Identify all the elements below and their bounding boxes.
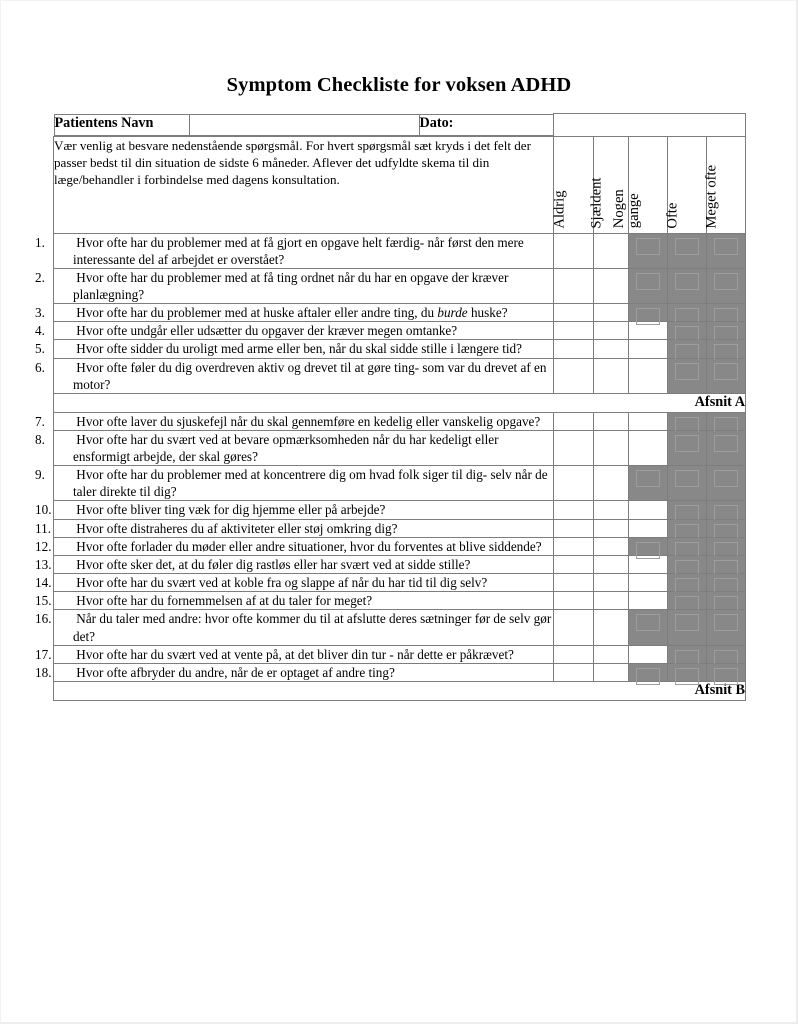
- question-text-14: [35, 574, 553, 591]
- question-text-9: [35, 466, 553, 500]
- question-text-13: [35, 556, 553, 573]
- table-row: [54, 340, 746, 358]
- answer-cell-q12-nogen_gange[interactable]: [629, 537, 668, 555]
- answer-cell-q12-meget_ofte[interactable]: [707, 537, 746, 555]
- question-text-11: [35, 520, 553, 537]
- answer-cell-q10-sjaeldent[interactable]: [594, 501, 629, 519]
- question-number-13: 13.: [35, 556, 52, 572]
- question-body-6: Hvor ofte føler du dig overdreven aktiv og drevet til at gøre ting- som var du drevet af en motor?: [73, 359, 547, 392]
- question-text-2: [35, 269, 553, 303]
- column-header-label-line1: Meget ofte: [703, 164, 720, 229]
- answer-cell-q9-meget_ofte[interactable]: [707, 466, 746, 501]
- answer-cell-q11-nogen_gange[interactable]: [629, 519, 668, 537]
- date-label: Dato:: [419, 114, 554, 135]
- answer-cell-q9-ofte[interactable]: [668, 466, 707, 501]
- question-number-6: 6.: [35, 359, 45, 375]
- answer-cell-q4-aldrig[interactable]: [554, 322, 594, 340]
- question-text-10: [35, 501, 553, 518]
- answer-cell-q3-sjaeldent[interactable]: [594, 304, 629, 322]
- question-body-1: Hvor ofte har du problemer med at få gjort en opgave helt færdig- når først den mere interessante del af arbejdet er overstået?: [73, 234, 524, 267]
- question-number-18: 18.: [35, 664, 52, 680]
- table-row: [54, 430, 746, 465]
- table-row: [54, 537, 746, 555]
- question-cell-3: [35, 304, 554, 322]
- question-cell-15: [35, 592, 554, 610]
- answer-cell-q12-sjaeldent[interactable]: [594, 537, 629, 555]
- answer-cell-q5-sjaeldent[interactable]: [594, 340, 629, 358]
- answer-cell-q2-aldrig[interactable]: [554, 268, 594, 303]
- question-number-4: 4.: [35, 323, 45, 339]
- question-number-1: 1.: [35, 234, 45, 250]
- answer-cell-q16-nogen_gange[interactable]: [629, 610, 668, 645]
- answer-cell-q3-aldrig[interactable]: [554, 304, 594, 322]
- answer-cell-q10-aldrig[interactable]: [554, 501, 594, 519]
- answer-cell-q1-nogen_gange[interactable]: [629, 233, 668, 268]
- answer-cell-q14-sjaeldent[interactable]: [594, 574, 629, 592]
- answer-cell-q10-meget_ofte[interactable]: [707, 501, 746, 519]
- question-number-8: 8.: [35, 431, 45, 447]
- answer-cell-q15-nogen_gange[interactable]: [629, 592, 668, 610]
- answer-cell-q16-aldrig[interactable]: [554, 610, 594, 645]
- question-text-12: [35, 538, 553, 555]
- answer-cell-q10-nogen_gange[interactable]: [629, 501, 668, 519]
- answer-cell-q14-nogen_gange[interactable]: [629, 574, 668, 592]
- answer-cell-q17-aldrig[interactable]: [554, 645, 594, 663]
- question-text-6: [35, 359, 553, 393]
- column-header-label-line1: Nogen: [610, 189, 627, 229]
- answer-cell-q2-ofte[interactable]: [668, 268, 707, 303]
- answer-cell-q7-aldrig[interactable]: [554, 412, 594, 430]
- question-cell-11: [35, 519, 554, 537]
- question-number-11: 11.: [35, 520, 51, 536]
- question-number-17: 17.: [35, 646, 52, 662]
- answer-cell-q16-ofte[interactable]: [668, 610, 707, 645]
- column-header-label-line1: Sjældent: [588, 177, 605, 229]
- answer-cell-q7-sjaeldent[interactable]: [594, 412, 629, 430]
- question-number-16: 16.: [35, 611, 52, 627]
- patient-name-label: Patientens Navn: [54, 114, 189, 135]
- answer-cell-q7-ofte[interactable]: [668, 412, 707, 430]
- question-number-14: 14.: [35, 575, 52, 591]
- column-header-label-line2: gange: [625, 193, 642, 229]
- answer-cell-q17-meget_ofte[interactable]: [707, 645, 746, 663]
- table-row: [54, 645, 746, 663]
- answer-cell-q15-ofte[interactable]: [668, 592, 707, 610]
- answer-cell-q4-ofte[interactable]: [668, 322, 707, 340]
- answer-cell-q7-nogen_gange[interactable]: [629, 412, 668, 430]
- question-cell-6: [35, 358, 554, 393]
- answer-cell-q2-nogen_gange[interactable]: [629, 268, 668, 303]
- answer-cell-q8-sjaeldent[interactable]: [594, 430, 629, 465]
- answer-cell-q9-aldrig[interactable]: [554, 466, 594, 501]
- answer-cell-q13-aldrig[interactable]: [554, 555, 594, 573]
- answer-cell-q14-meget_ofte[interactable]: [707, 574, 746, 592]
- answer-cell-q6-ofte[interactable]: [668, 358, 707, 393]
- table-row: [54, 412, 746, 430]
- question-body-16: Når du taler med andre: hvor ofte kommer du til at afslutte deres sætninger før de selv gør det?: [73, 611, 552, 644]
- question-cell-14: [35, 574, 554, 592]
- answer-cell-q6-nogen_gange[interactable]: [629, 358, 668, 393]
- patient-name-field[interactable]: [189, 114, 419, 135]
- question-body-4: Hvor ofte undgår eller udsætter du opgaver der kræver megen omtanke?: [73, 323, 458, 339]
- question-text-18: [35, 664, 553, 681]
- answer-cell-q13-meget_ofte[interactable]: [707, 555, 746, 573]
- question-cell-2: [35, 268, 554, 303]
- answer-cell-q18-sjaeldent[interactable]: [594, 663, 629, 681]
- question-number-7: 7.: [35, 413, 45, 429]
- answer-cell-q11-meget_ofte[interactable]: [707, 519, 746, 537]
- question-body-5: Hvor ofte sidder du uroligt med arme eller ben, når du skal sidde stille i længere tid?: [73, 341, 522, 357]
- question-body-8: Hvor ofte har du svært ved at bevare opmærksomheden når du har kedeligt eller ensformigt arbejde, der skal gøres?: [73, 431, 499, 464]
- answer-cell-q3-ofte[interactable]: [668, 304, 707, 322]
- column-header-meget_ofte: [703, 136, 746, 233]
- answer-cell-q2-sjaeldent[interactable]: [594, 268, 629, 303]
- answer-cell-q5-ofte[interactable]: [668, 340, 707, 358]
- question-text-8: [35, 431, 553, 465]
- question-cell-16: [35, 610, 554, 645]
- answer-cell-q3-nogen_gange[interactable]: [629, 304, 668, 322]
- answer-cell-q9-nogen_gange[interactable]: [629, 466, 668, 501]
- column-header-label-line1: Aldrig: [550, 190, 567, 229]
- answer-cell-q18-nogen_gange[interactable]: [629, 663, 668, 681]
- answer-cell-q16-meget_ofte[interactable]: [707, 610, 746, 645]
- answer-cell-q13-sjaeldent[interactable]: [594, 555, 629, 573]
- question-number-15: 15.: [35, 593, 52, 609]
- question-body-18: Hvor ofte afbryder du andre, når de er optaget af andre ting?: [73, 664, 395, 680]
- question-cell-4: [35, 322, 554, 340]
- table-row: [54, 663, 746, 681]
- answer-cell-q14-aldrig[interactable]: [554, 574, 594, 592]
- question-cell-18: [35, 663, 554, 681]
- answer-cell-q8-meget_ofte[interactable]: [707, 430, 746, 465]
- answer-cell-q18-ofte[interactable]: [668, 663, 707, 681]
- question-number-9: 9.: [35, 467, 45, 483]
- table-row: [54, 304, 746, 322]
- answer-cell-q10-ofte[interactable]: [668, 501, 707, 519]
- answer-cell-q5-aldrig[interactable]: [554, 340, 594, 358]
- answer-cell-q6-sjaeldent[interactable]: [594, 358, 629, 393]
- answer-cell-q17-nogen_gange[interactable]: [629, 645, 668, 663]
- question-cell-5: [35, 340, 554, 358]
- answer-cell-q18-meget_ofte[interactable]: [707, 663, 746, 681]
- question-body-12: Hvor ofte forlader du møder eller andre situationer, hvor du forventes at blive siddende?: [73, 538, 542, 554]
- question-text-17: [35, 646, 553, 663]
- answer-cell-q8-nogen_gange[interactable]: [629, 430, 668, 465]
- column-header-ofte: [664, 136, 707, 233]
- answer-cell-q15-meget_ofte[interactable]: [707, 592, 746, 610]
- answer-cell-q1-ofte[interactable]: [668, 233, 707, 268]
- answer-cell-q12-aldrig[interactable]: [554, 537, 594, 555]
- question-number-3: 3.: [35, 305, 45, 321]
- question-body-17: Hvor ofte har du svært ved at vente på, at det bliver din tur - når dette er påkrævet?: [73, 646, 514, 662]
- answer-cell-q6-aldrig[interactable]: [554, 358, 594, 393]
- section-a-row: [54, 393, 746, 412]
- question-number-5: 5.: [35, 341, 45, 357]
- instructions-row: [54, 136, 746, 233]
- answer-cell-q17-ofte[interactable]: [668, 645, 707, 663]
- table-row: [54, 466, 746, 501]
- answer-cell-q15-aldrig[interactable]: [554, 592, 594, 610]
- answer-cell-q5-nogen_gange[interactable]: [629, 340, 668, 358]
- table-row: [54, 592, 746, 610]
- question-body-14: Hvor ofte har du svært ved at koble fra og slappe af når du har tid til dig selv?: [73, 575, 488, 591]
- answer-cell-q11-aldrig[interactable]: [554, 519, 594, 537]
- question-body-3: Hvor ofte har du problemer med at huske aftaler eller andre ting, du burde huske?: [73, 305, 508, 321]
- question-text-15: [35, 592, 553, 609]
- answer-cell-q18-aldrig[interactable]: [554, 663, 594, 681]
- column-header-nogen_gange: [610, 136, 668, 233]
- answer-cell-q11-sjaeldent[interactable]: [594, 519, 629, 537]
- answer-cell-q11-ofte[interactable]: [668, 519, 707, 537]
- section-b-label: Afsnit B: [54, 681, 746, 700]
- question-text-1: [35, 234, 553, 268]
- page-title: Symptom Checkliste for voksen ADHD: [226, 74, 572, 96]
- table-row: [54, 519, 746, 537]
- question-cell-8: [35, 430, 554, 465]
- symptom-checklist-table: [35, 113, 746, 701]
- table-row: [54, 358, 746, 393]
- answer-cell-q13-ofte[interactable]: [668, 555, 707, 573]
- table-row: [54, 610, 746, 645]
- answer-cell-q4-meget_ofte[interactable]: [707, 322, 746, 340]
- question-text-5: [35, 340, 553, 357]
- answer-cell-q16-sjaeldent[interactable]: [594, 610, 629, 645]
- answer-cell-q12-ofte[interactable]: [668, 537, 707, 555]
- answer-cell-q3-meget_ofte[interactable]: [707, 304, 746, 322]
- question-cell-17: [35, 645, 554, 663]
- table-row: [54, 268, 746, 303]
- question-text-4: [35, 322, 553, 339]
- answer-cell-q17-sjaeldent[interactable]: [594, 645, 629, 663]
- answer-cell-q8-ofte[interactable]: [668, 430, 707, 465]
- question-body-9: Hvor ofte har du problemer med at koncentrere dig om hvad folk siger til dig- selv når de taler direkte til dig?: [73, 467, 548, 500]
- table-row: [54, 501, 746, 519]
- question-cell-1: [35, 233, 554, 268]
- section-a-label: Afsnit A: [54, 393, 746, 412]
- question-body-15: Hvor ofte har du fornemmelsen af at du taler for meget?: [73, 593, 373, 609]
- answer-cell-q1-aldrig[interactable]: [554, 233, 594, 268]
- question-body-7: Hvor ofte laver du sjuskefejl når du skal gennemføre en kedelig eller vanskelig opgave?: [73, 413, 541, 429]
- question-body-2: Hvor ofte har du problemer med at få ting ordnet når du har en opgave der kræver planlægning?: [73, 269, 509, 302]
- answer-cell-q1-sjaeldent[interactable]: [594, 233, 629, 268]
- table-row: [54, 574, 746, 592]
- question-number-10: 10.: [35, 502, 52, 518]
- question-cell-13: [35, 555, 554, 573]
- question-body-13: Hvor ofte sker det, at du føler dig rastløs eller har svært ved at sidde stille?: [73, 556, 471, 572]
- answer-cell-q9-sjaeldent[interactable]: [594, 466, 629, 501]
- instructions-text: Vær venlig at besvare nedenstående spørgsmål. For hvert spørgsmål sæt kryds i det felt der passer bedst til din situation de sidste 6 måneder. Aflever det udfyldte skema til din læge/behandler i forbindelse med dagens konsultation.: [54, 136, 554, 233]
- answer-cell-q15-sjaeldent[interactable]: [594, 592, 629, 610]
- answer-cell-q6-meget_ofte[interactable]: [707, 358, 746, 393]
- answer-cell-q4-sjaeldent[interactable]: [594, 322, 629, 340]
- answer-cell-q2-meget_ofte[interactable]: [707, 268, 746, 303]
- question-text-3: [35, 304, 553, 321]
- table-row: [54, 233, 746, 268]
- question-cell-9: [35, 466, 554, 501]
- question-text-16: [35, 610, 553, 644]
- question-cell-10: [35, 501, 554, 519]
- answer-cell-q7-meget_ofte[interactable]: [707, 412, 746, 430]
- answer-cell-q1-meget_ofte[interactable]: [707, 233, 746, 268]
- answer-cell-q14-ofte[interactable]: [668, 574, 707, 592]
- answer-cell-q5-meget_ofte[interactable]: [707, 340, 746, 358]
- question-body-10: Hvor ofte bliver ting væk for dig hjemme eller på arbejde?: [73, 502, 386, 518]
- answer-cell-q8-aldrig[interactable]: [554, 430, 594, 465]
- question-cell-7: [35, 412, 554, 430]
- question-number-2: 2.: [35, 269, 45, 285]
- question-text-7: [35, 413, 553, 430]
- question-cell-12: [35, 537, 554, 555]
- question-number-12: 12.: [35, 538, 52, 554]
- column-header-label-line1: Ofte: [664, 202, 681, 229]
- question-body-11: Hvor ofte distraheres du af aktiviteter eller støj omkring dig?: [73, 520, 398, 536]
